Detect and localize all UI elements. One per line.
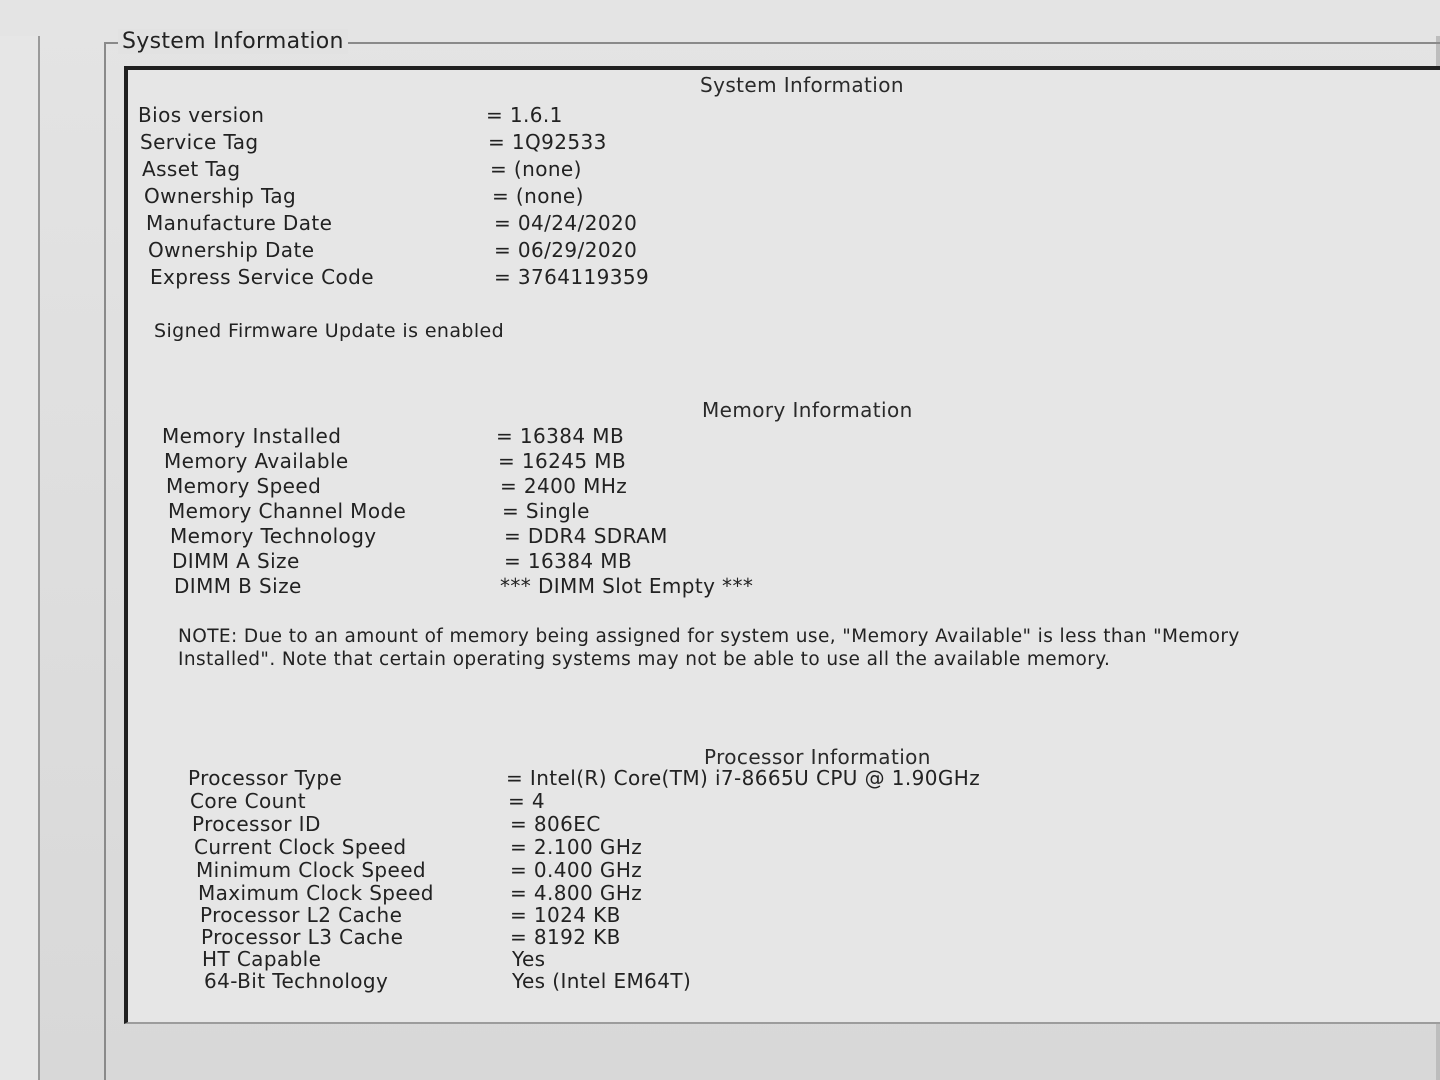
row-label: HT Capable [202,947,322,971]
row-value: = 1024 KB [510,903,621,927]
row-value: = 1.6.1 [486,103,563,127]
row-label: Maximum Clock Speed [198,881,434,905]
row-value: = 1Q92533 [488,130,607,154]
row-label: Express Service Code [150,265,374,289]
row-value: = 8192 KB [510,925,621,949]
row-label: Asset Tag [142,157,241,181]
system-information-title: System Information [700,73,904,97]
row-label: Processor ID [192,812,321,836]
row-value: = 2.100 GHz [510,835,643,859]
row-value: = Intel(R) Core(TM) i7-8665U CPU @ 1.90GHz [506,766,981,790]
group-caption: System Information [118,29,348,54]
row-label: Bios version [138,103,265,127]
row-value: = Single [502,499,590,523]
row-value: Yes (Intel EM64T) [512,969,692,993]
row-value: = 2400 MHz [500,474,628,498]
row-value: = 4 [508,789,546,813]
row-value: = 16384 MB [496,424,625,448]
row-label: DIMM B Size [174,574,302,598]
row-label: Processor L2 Cache [200,903,403,927]
row-label: Memory Installed [162,424,342,448]
row-value: Yes [512,947,546,971]
row-label: Processor Type [188,766,343,790]
row-label: Ownership Tag [144,184,297,208]
firmware-update-notice: Signed Firmware Update is enabled [154,320,505,342]
row-label: Memory Technology [170,524,377,548]
row-label: Current Clock Speed [194,835,407,859]
row-label: Processor L3 Cache [201,925,404,949]
row-label: Minimum Clock Speed [196,858,427,882]
row-value: = 06/29/2020 [494,238,638,262]
row-label: DIMM A Size [172,549,300,573]
row-value: = 4.800 GHz [510,881,643,905]
memory-note: NOTE: Due to an amount of memory being assigned for system use, "Memory Available" is less than "Memory Installed". Note that certain operating systems may not be able to use all the available memory. [178,626,1240,670]
row-label: Manufacture Date [146,211,333,235]
row-value: = 04/24/2020 [494,211,638,235]
left-navigation-edge [0,36,40,1080]
row-value: = 16384 MB [504,549,633,573]
row-value: = 3764119359 [494,265,650,289]
row-value: = (none) [490,157,582,181]
row-value: = DDR4 SDRAM [504,524,668,548]
row-label: Memory Available [164,449,349,473]
row-value: = 0.400 GHz [510,858,643,882]
row-label: 64-Bit Technology [204,969,389,993]
row-value: = 16245 MB [498,449,627,473]
row-value: *** DIMM Slot Empty *** [500,574,754,598]
row-label: Service Tag [140,130,259,154]
row-label: Ownership Date [148,238,315,262]
row-label: Memory Speed [166,474,322,498]
row-value: = (none) [492,184,584,208]
memory-information-title: Memory Information [702,398,913,422]
row-value: = 806EC [510,812,601,836]
processor-information-title: Processor Information [704,745,931,769]
row-label: Memory Channel Mode [168,499,407,523]
row-label: Core Count [190,789,307,813]
